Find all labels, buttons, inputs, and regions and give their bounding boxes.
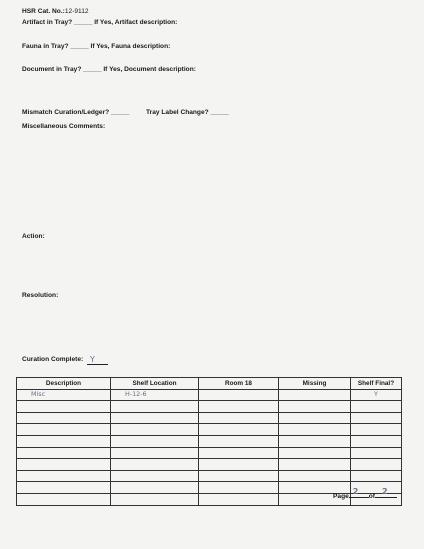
description-cell	[17, 412, 111, 424]
table-row	[17, 401, 402, 413]
shelf-final-cell	[351, 401, 402, 413]
header-description: Description	[17, 378, 111, 390]
shelf-location-cell	[111, 412, 199, 424]
cat-no-value: 12-9112	[64, 8, 89, 15]
misc-comments-label: Miscellaneous Comments:	[22, 123, 106, 130]
shelf-location-cell: H-12-6	[111, 389, 199, 401]
of-label: of	[368, 493, 375, 500]
shelf-final-cell	[351, 447, 402, 459]
curation-complete-line	[87, 364, 108, 365]
missing-cell	[279, 401, 351, 413]
shelf-table	[16, 377, 402, 506]
shelf-final-cell	[351, 435, 402, 447]
mismatch-field: Mismatch Curation/Ledger? _____	[22, 109, 130, 116]
resolution-label: Resolution:	[22, 292, 59, 299]
room-18-cell	[199, 401, 279, 413]
shelf-location-cell	[111, 493, 199, 505]
header-shelf-location: Shelf Location	[111, 378, 199, 390]
shelf-location-cell	[111, 401, 199, 413]
shelf-location-cell	[111, 470, 199, 482]
missing-cell	[279, 424, 351, 436]
description-cell	[17, 401, 111, 413]
shelf-location-cell	[111, 482, 199, 494]
curation-complete-label: Curation Complete:	[22, 356, 84, 363]
table-row	[17, 424, 402, 436]
table-row	[17, 459, 402, 471]
room-18-cell	[199, 459, 279, 471]
curation-complete-value: Y	[90, 355, 95, 364]
missing-cell	[279, 459, 351, 471]
room-18-cell	[199, 482, 279, 494]
missing-cell	[279, 389, 351, 401]
missing-cell	[279, 470, 351, 482]
room-18-cell	[199, 470, 279, 482]
total-pages-value: 2	[382, 487, 388, 496]
room-18-cell	[199, 447, 279, 459]
room-18-cell	[199, 493, 279, 505]
description-cell	[17, 424, 111, 436]
shelf-location-cell	[111, 435, 199, 447]
description-cell	[17, 493, 111, 505]
description-cell: Misc	[17, 389, 111, 401]
shelf-final-cell: Y	[351, 389, 402, 401]
description-cell	[17, 482, 111, 494]
table-row	[17, 470, 402, 482]
fauna-field: Fauna in Tray? _____ If Yes, Fauna description:	[22, 43, 171, 50]
artifact-field: Artifact in Tray? _____ If Yes, Artifact description:	[22, 19, 178, 26]
table-row	[17, 412, 402, 424]
shelf-location-cell	[111, 447, 199, 459]
shelf-final-cell	[351, 412, 402, 424]
description-cell	[17, 470, 111, 482]
description-cell	[17, 447, 111, 459]
missing-cell	[279, 435, 351, 447]
room-18-cell	[199, 389, 279, 401]
action-label: Action:	[22, 233, 45, 240]
table-row	[17, 389, 402, 401]
shelf-location-cell	[111, 424, 199, 436]
room-18-cell	[199, 412, 279, 424]
table-header-row	[17, 378, 402, 390]
header-shelf-final: Shelf Final?	[351, 378, 402, 390]
shelf-final-cell	[351, 470, 402, 482]
table-row	[17, 435, 402, 447]
missing-cell	[279, 447, 351, 459]
header-missing: Missing	[279, 378, 351, 390]
page-label: Page	[333, 493, 349, 500]
page-number	[333, 487, 397, 501]
shelf-location-cell	[111, 459, 199, 471]
page-value: 2	[352, 487, 359, 496]
cat-no	[22, 8, 89, 16]
room-18-cell	[199, 435, 279, 447]
missing-cell	[279, 412, 351, 424]
description-cell	[17, 435, 111, 447]
table-row	[17, 447, 402, 459]
room-18-cell	[199, 424, 279, 436]
shelf-final-cell	[351, 459, 402, 471]
header-room-18: Room 18	[199, 378, 279, 390]
cat-no-label: HSR Cat. No.:	[22, 8, 65, 15]
description-cell	[17, 459, 111, 471]
shelf-final-cell	[351, 424, 402, 436]
document-field: Document in Tray? _____ If Yes, Document description:	[22, 66, 196, 73]
tray-label-field: Tray Label Change? _____	[146, 109, 229, 116]
